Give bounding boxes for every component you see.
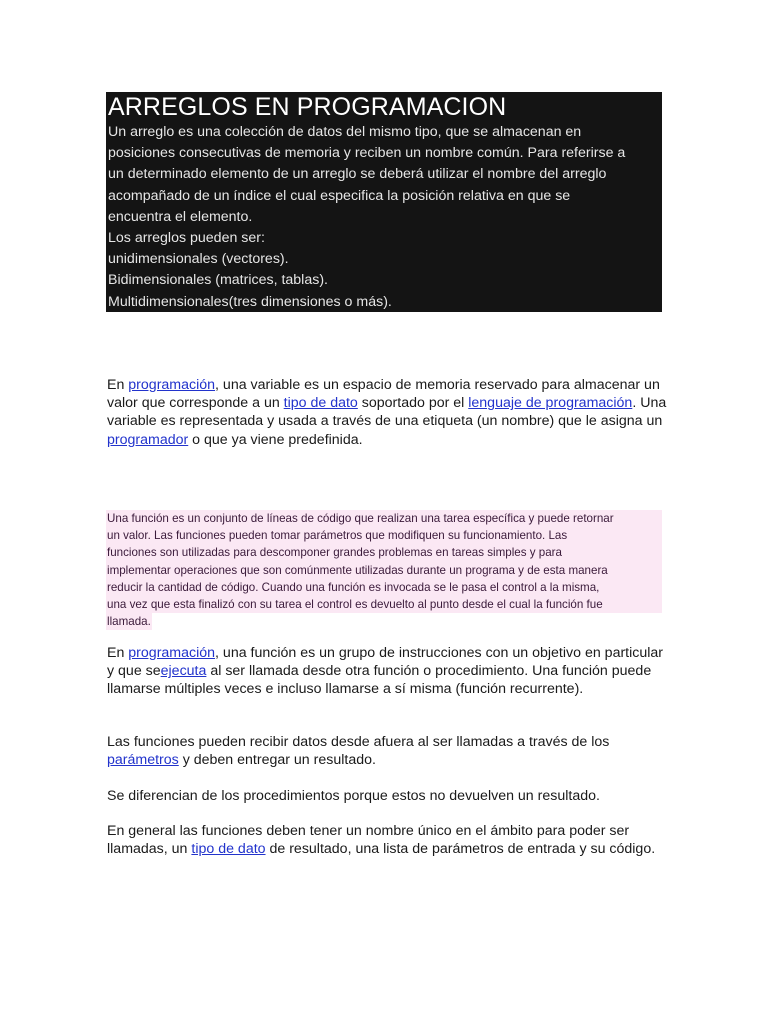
arreglos-line: encuentra el elemento.	[108, 208, 253, 225]
arreglos-line: Bidimensionales (matrices, tablas).	[108, 272, 328, 289]
tipo-de-dato-link[interactable]: tipo de dato	[191, 841, 266, 858]
programacion-link[interactable]: programación	[128, 645, 216, 661]
arreglos-line: unidimensionales (vectores).	[108, 251, 289, 268]
parametros-link[interactable]: parámetros	[107, 752, 179, 769]
text-run: En	[107, 645, 129, 661]
highlight-line: Una función es un conjunto de líneas de código que realizan una tarea específica y puede retornar	[106, 510, 662, 527]
general-paragraph	[107, 822, 667, 858]
procedures-paragraph: Se diferencian de los procedimientos porque estos no devuelven un resultado.	[107, 788, 600, 804]
arreglos-line: Multidimensionales(tres dimensiones o más).	[108, 293, 392, 310]
highlight-line: una vez que esta finalizó con su tarea el control es devuelto al punto desde el cual la función fue	[106, 596, 662, 613]
section-title: ARREGLOS EN PROGRAMACION	[108, 93, 507, 121]
text-run: En general las funciones deben tener un nombre único en el ámbito para poder ser llamadas, un	[107, 823, 630, 858]
ejecuta-link[interactable]: ejecuta	[160, 663, 207, 680]
highlight-line: implementar operaciones que son comúnmente utilizadas durante un programa y de esta manera	[106, 562, 662, 579]
arreglos-section	[106, 92, 662, 312]
arreglos-line: Un arreglo es una colección de datos del mismo tipo, que se almacenan en	[108, 124, 582, 140]
arreglos-line: posiciones consecutivas de memoria y reciben un nombre común. Para referirse a	[108, 145, 626, 162]
arreglos-line: Los arreglos pueden ser:	[108, 230, 265, 247]
text-run: , una variable es un espacio de memoria reservado para almacenar un valor que corresponde a un	[107, 377, 660, 412]
highlight-line: funciones son utilizadas para descomponer grandes problemas en tareas simples y para	[106, 544, 662, 561]
text-run: Las funciones pueden recibir datos desde afuera al ser llamadas a través de los	[107, 734, 610, 750]
text-run: o que ya viene predefinida.	[188, 431, 363, 448]
text-run: . Una variable es representada y usada a través de una etiqueta (un nombre) que le asigna un	[107, 395, 667, 430]
text-run: y deben entregar un resultado.	[178, 752, 376, 769]
tipo-de-dato-link[interactable]: tipo de dato	[283, 395, 358, 412]
text-run: al ser llamada desde otra función o procedimiento. Una función puede llamarse múltiples veces e incluso llamarse a sí misma (función recurrente).	[107, 663, 652, 698]
variable-paragraph	[107, 376, 667, 449]
function-paragraph	[107, 644, 667, 699]
programador-link[interactable]: programador	[107, 431, 189, 448]
text-run: En	[107, 377, 129, 393]
arreglos-line: acompañado de un índice el cual especifica la posición relativa en que se	[108, 187, 571, 204]
text-run: de resultado, una lista de parámetros de entrada y su código.	[265, 841, 656, 858]
highlight-line: reducir la cantidad de código. Cuando una función es invocada se le pasa el control a la misma,	[106, 579, 662, 596]
highlight-line: llamada.	[106, 613, 152, 630]
lenguaje-de-programacion-link[interactable]: lenguaje de programación	[468, 395, 633, 412]
text-run: soportado por el	[357, 395, 469, 412]
parameters-paragraph	[107, 733, 667, 769]
function-definition-highlight	[106, 510, 662, 630]
programacion-link[interactable]: programación	[128, 377, 216, 393]
arreglos-line: un determinado elemento de un arreglo se deberá utilizar el nombre del arreglo	[108, 166, 607, 183]
highlight-line: un valor. Las funciones pueden tomar parámetros que modifiquen su funcionamiento. Las	[106, 527, 662, 544]
text-run: , una función es un grupo de instrucciones con un objetivo en particular y que se	[107, 645, 664, 680]
